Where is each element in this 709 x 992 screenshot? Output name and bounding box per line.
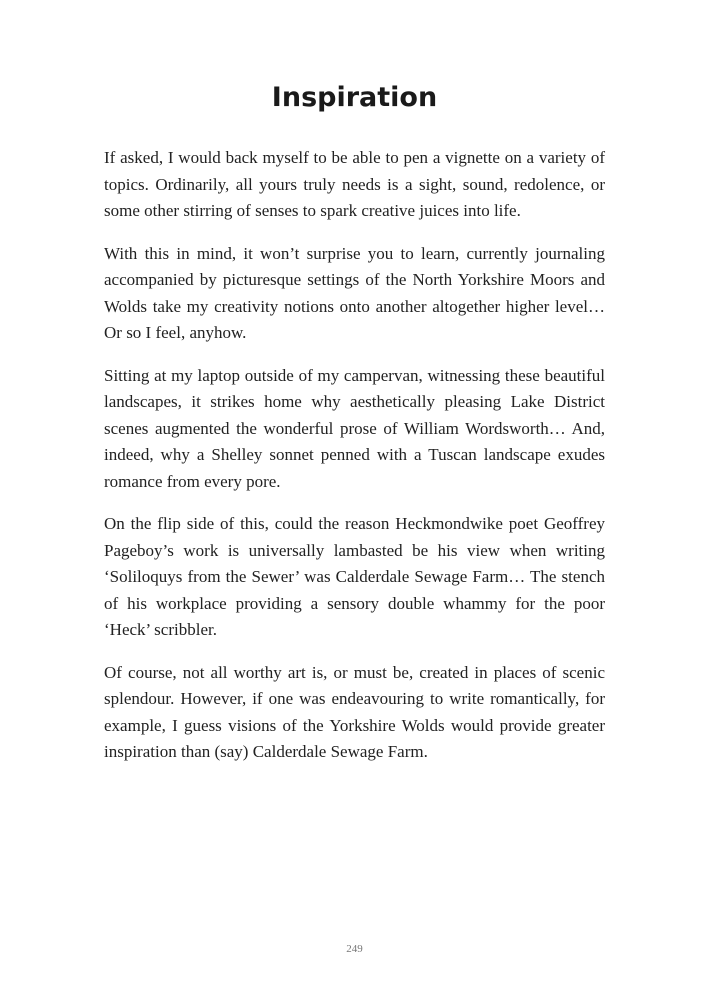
page-title: Inspiration	[271, 82, 438, 113]
paragraph-2: With this in mind, it won’t surprise you to learn, currently journaling accompanied by picturesque settings of the North Yorkshire Moors and Wolds take my creativity notions onto another altogether higher level… Or so I feel, anyhow.	[104, 243, 605, 342]
paragraph-4: On the flip side of this, could the reason Heckmondwike poet Geoffrey Pageboy’s work is universally lambasted be his view when writing ‘Soliloquys from the Sewer’ was Calderdale Sewage Farm… The stench of his workplace providing a sensory double whammy for the poor ‘Heck’ scribbler.	[104, 514, 605, 639]
paragraph-1: If asked, I would back myself to be able to pen a vignette on a variety of topics. Ordinarily, all yours truly needs is a sight, sound, redolence, or some other stirring of senses to spark creative juices into life.	[104, 148, 605, 220]
page-number: 249	[346, 943, 363, 955]
body-text	[104, 145, 605, 782]
paragraph-5: Of course, not all worthy art is, or must be, created in places of scenic splendour. However, if one was endeavouring to write romantically, for example, I guess visions of the Yorkshire Wolds would provide greater inspiration than (say) Calderdale Sewage Farm.	[104, 662, 605, 761]
paragraph-3: Sitting at my laptop outside of my campervan, witnessing these beautiful landscapes, it strikes home why aesthetically pleasing Lake District scenes augmented the wonderful prose of William Wordsworth… And, indeed, why a Shelley sonnet penned with a Tuscan landscape exudes romance from every pore.	[104, 365, 605, 491]
